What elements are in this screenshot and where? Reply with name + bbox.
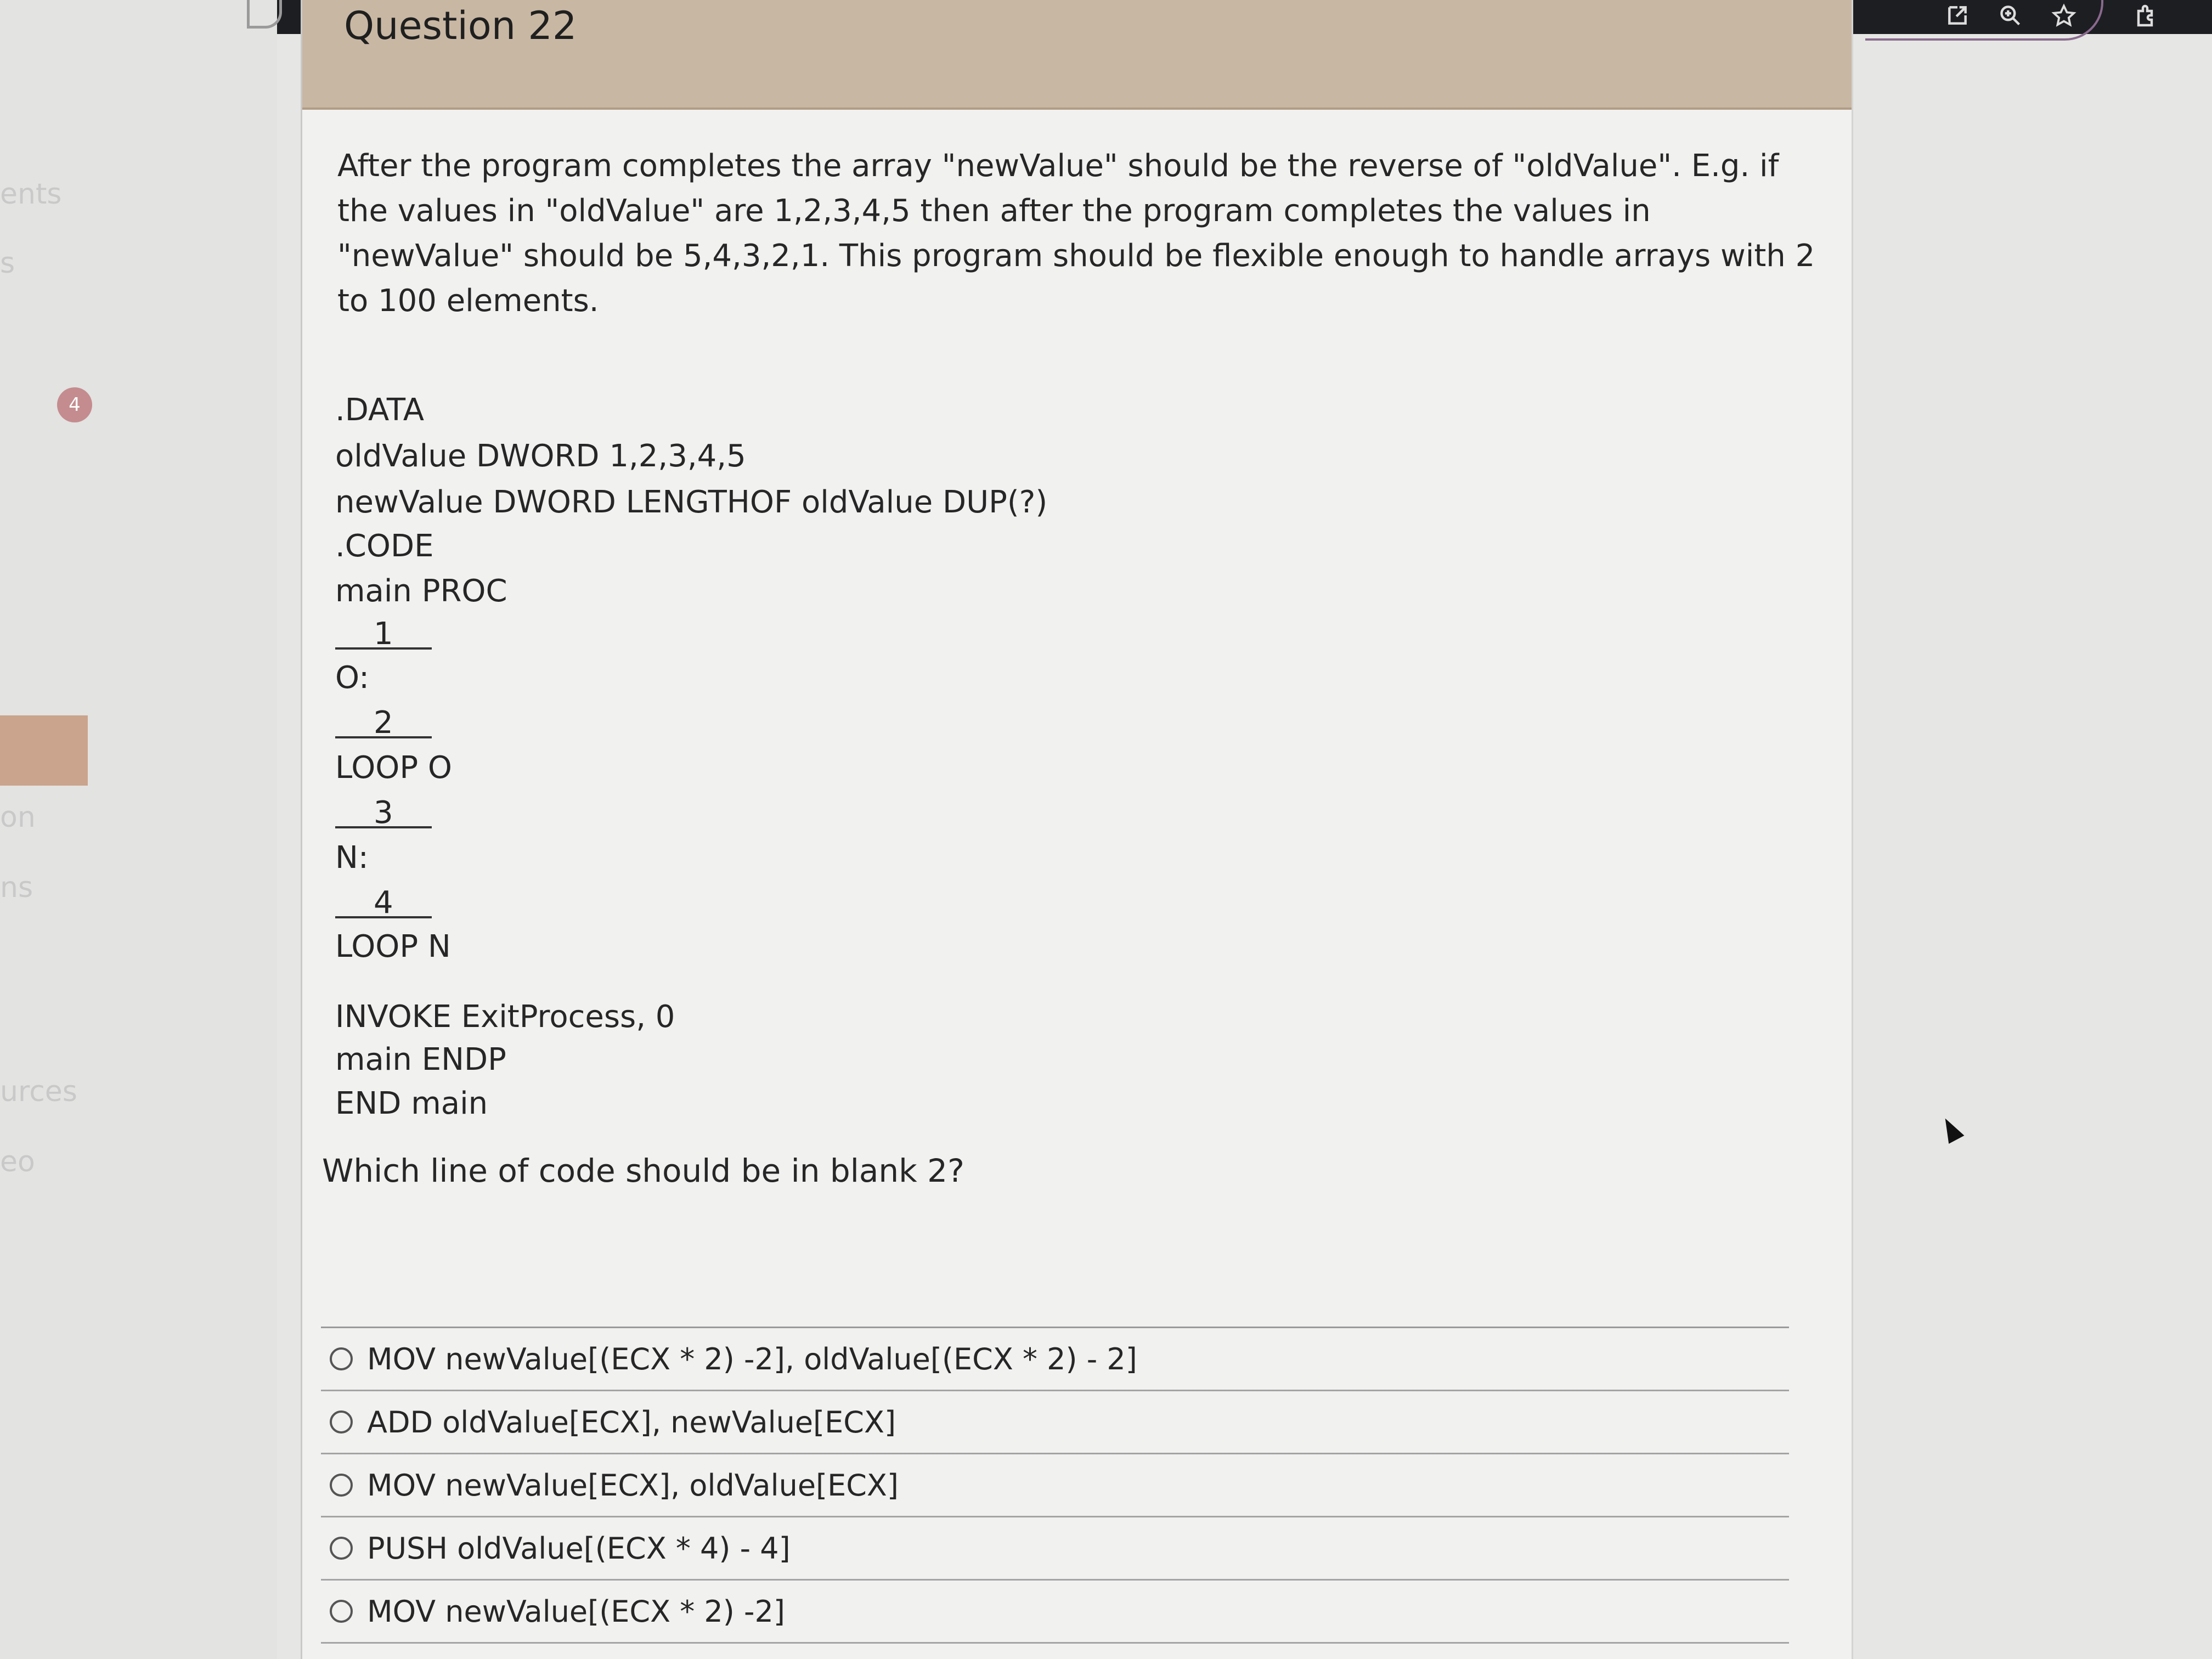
question-title: Question 22 (344, 3, 577, 48)
question-header (302, 0, 1852, 110)
radio-button[interactable] (330, 1410, 353, 1434)
sidebar-item[interactable]: s (0, 247, 15, 280)
answer-label: MOV newValue[(ECX * 2) -2], oldValue[(ECX * 2) - 2] (367, 1341, 1137, 1376)
question-panel (301, 0, 1853, 1659)
answer-option-3[interactable] (321, 1454, 1789, 1517)
code-line-invoke: INVOKE ExitProcess, 0 (335, 999, 675, 1035)
sidebar-item[interactable]: on (0, 801, 36, 834)
answer-option-5[interactable] (321, 1581, 1789, 1644)
radio-button[interactable] (330, 1474, 353, 1497)
radio-button[interactable] (330, 1347, 353, 1370)
notification-badge: 4 (57, 387, 92, 422)
answer-label: MOV newValue[(ECX * 2) -2] (367, 1594, 785, 1629)
sidebar-item[interactable]: ns (0, 871, 33, 904)
answer-option-2[interactable] (321, 1391, 1789, 1454)
mouse-cursor-icon (1938, 1114, 1965, 1144)
extensions-icon[interactable] (2131, 3, 2162, 34)
code-line-code-seg: .CODE (335, 528, 434, 564)
code-line-new-decl: newValue DWORD LENGTHOF oldValue DUP(?) (335, 484, 1048, 520)
blank-1: 1 (335, 614, 432, 654)
code-line-end-main: END main (335, 1086, 488, 1121)
answer-label: MOV newValue[ECX], oldValue[ECX] (367, 1468, 899, 1503)
answer-option-4[interactable] (321, 1517, 1789, 1581)
sidebar-corner (247, 0, 282, 29)
question-prompt: Which line of code should be in blank 2? (322, 1152, 964, 1189)
sidebar-item[interactable]: urces (0, 1075, 77, 1108)
code-line-loop-o: LOOP O (335, 750, 453, 786)
answer-option-1[interactable] (321, 1328, 1789, 1391)
question-intro: After the program completes the array "newValue" should be the reverse of "oldValue". E.g. if the values in "oldValue" are 1,2,3,4,5 then after the program completes the values in "newValue" should be 5,4,3,2,1. This program should be flexible enough to handle arrays with 2 to 100 elements. (337, 148, 1815, 319)
radio-button[interactable] (330, 1537, 353, 1560)
answer-label: PUSH oldValue[(ECX * 4) - 4] (367, 1531, 791, 1566)
star-icon[interactable] (2049, 3, 2079, 34)
blank-2: 2 (335, 703, 432, 743)
code-line-data: .DATA (335, 392, 425, 428)
course-sidebar (0, 0, 277, 1659)
blank-4: 4 (335, 883, 432, 923)
radio-button[interactable] (330, 1600, 353, 1623)
zoom-icon[interactable] (1995, 3, 2025, 34)
answer-list (321, 1327, 1789, 1644)
code-line-loop-n: LOOP N (335, 929, 451, 964)
code-line-old-decl: oldValue DWORD 1,2,3,4,5 (335, 438, 746, 474)
external-link-icon[interactable] (1942, 3, 1973, 34)
sidebar-item[interactable]: eo (0, 1146, 35, 1178)
sidebar-item[interactable]: ents (0, 178, 62, 211)
code-line-main-proc: main PROC (335, 573, 507, 609)
code-line-label-o: O: (335, 660, 369, 696)
answer-label: ADD oldValue[ECX], newValue[ECX] (367, 1404, 896, 1440)
code-line-main-endp: main ENDP (335, 1042, 506, 1077)
sidebar-active-item[interactable] (0, 715, 88, 786)
blank-3: 3 (335, 793, 432, 833)
code-line-label-n: N: (335, 840, 369, 876)
